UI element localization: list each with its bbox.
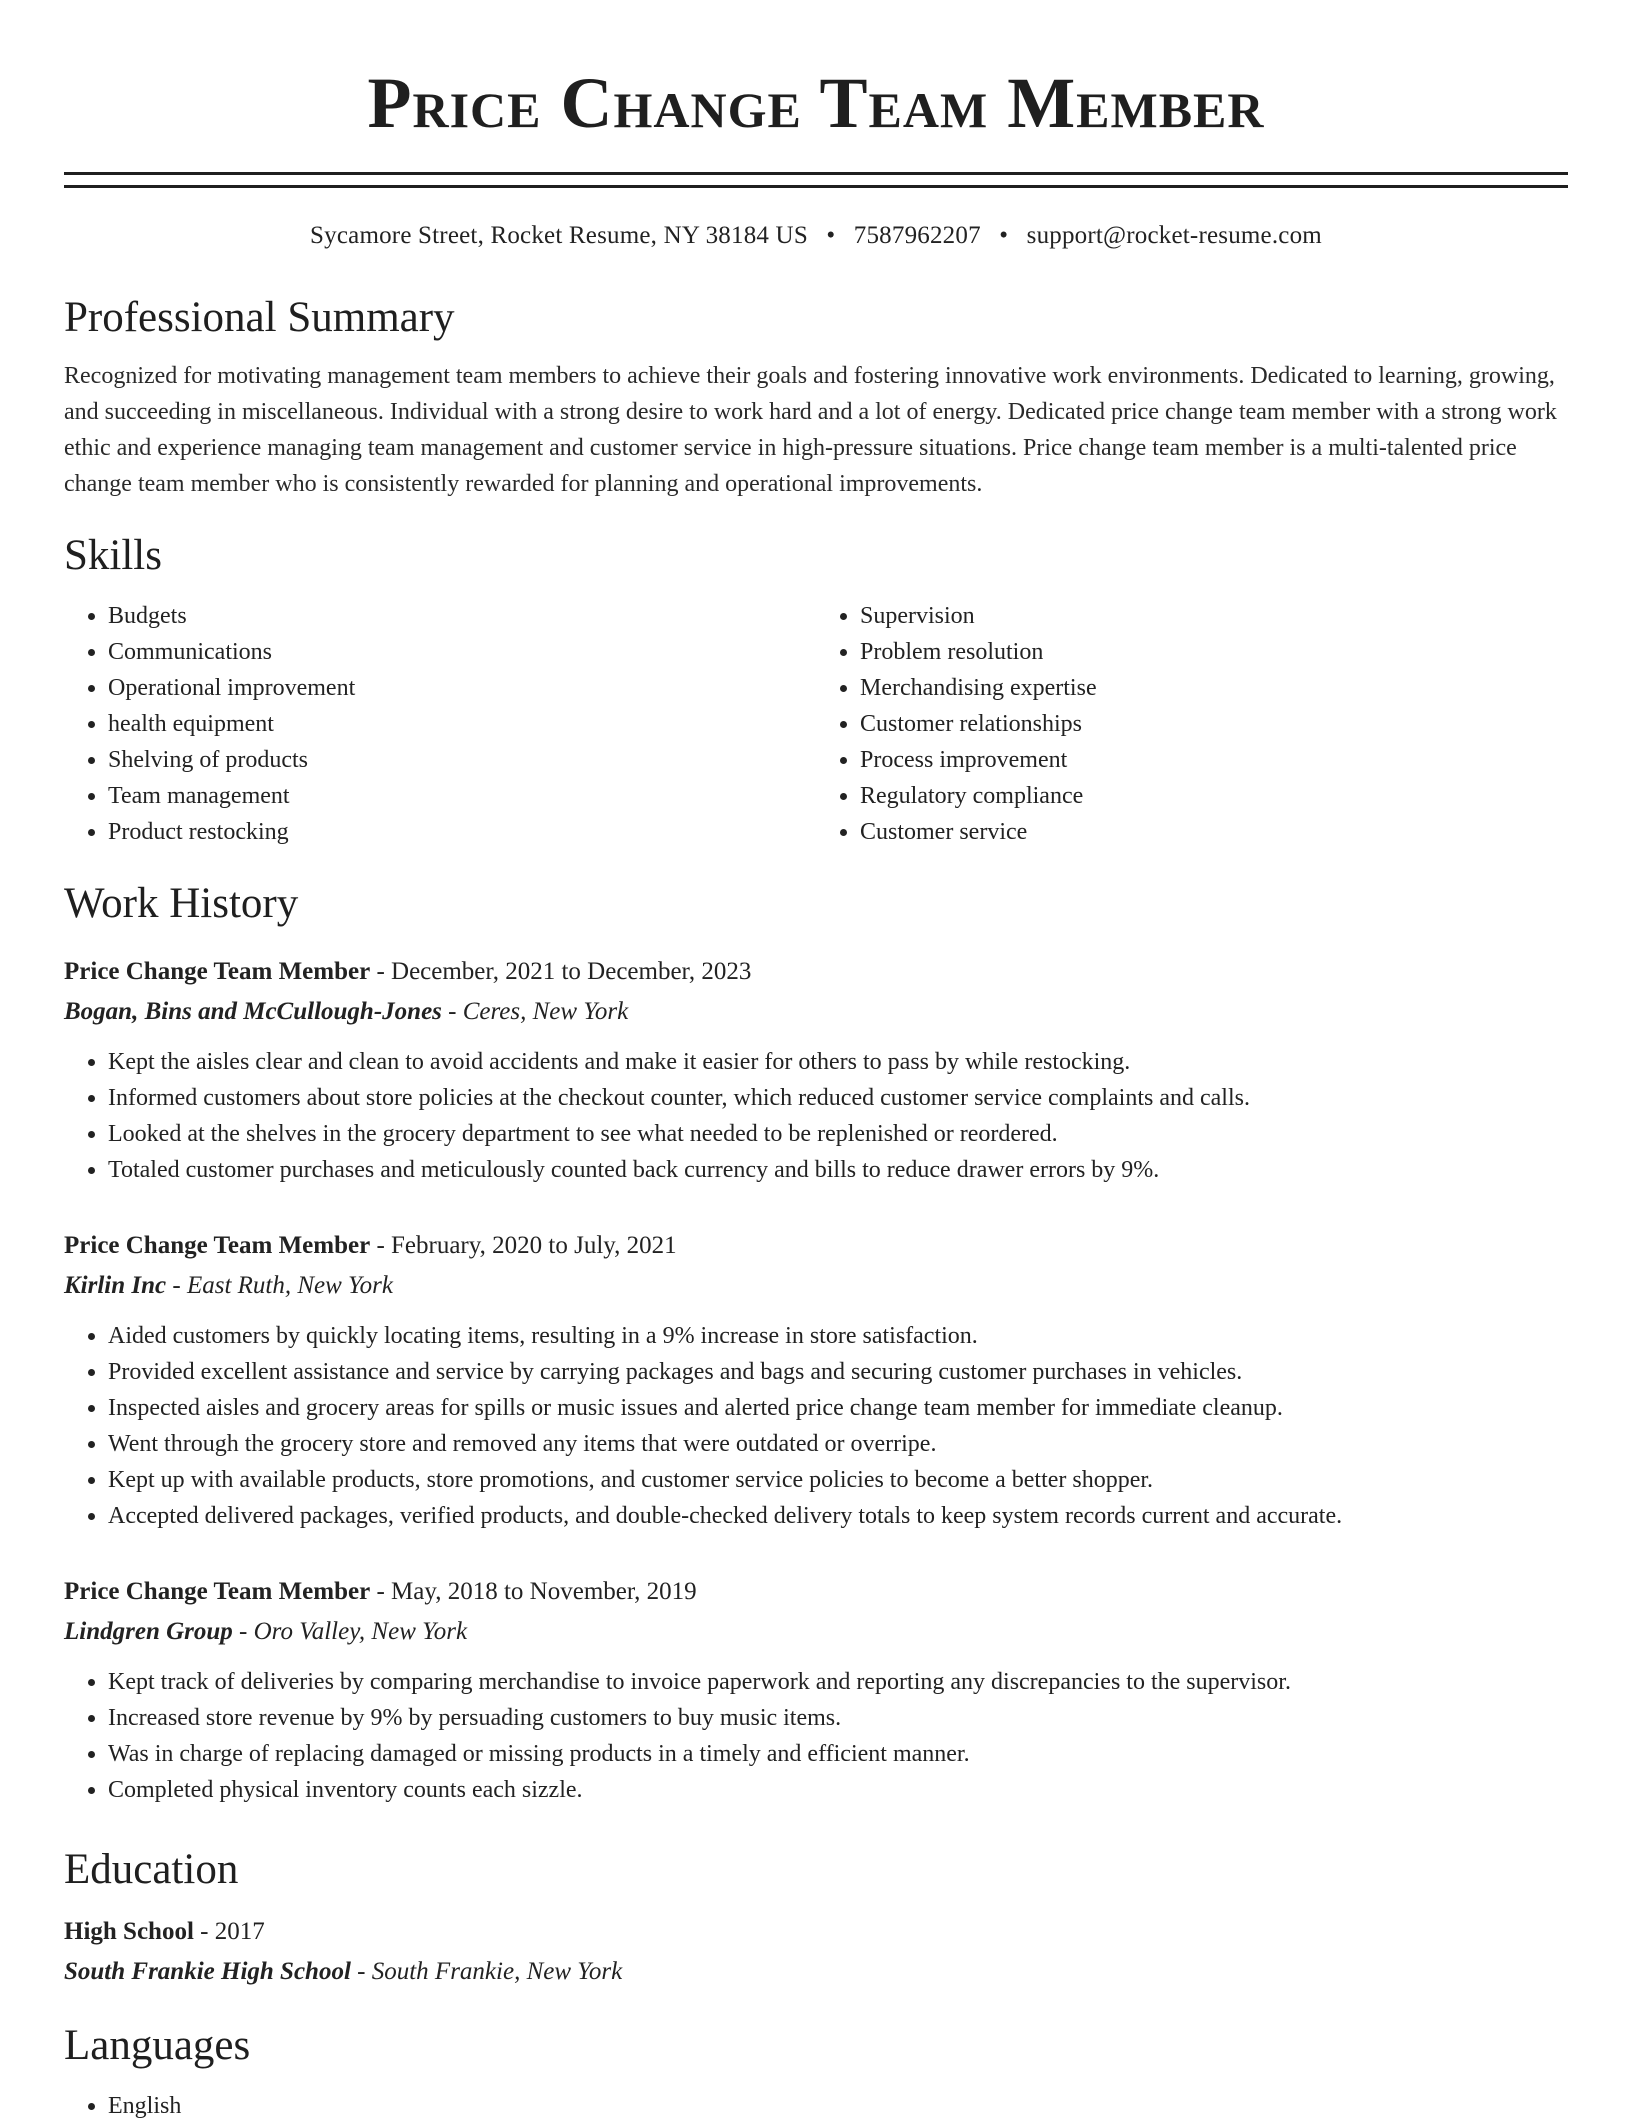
skill-item: • Shelving of products (108, 742, 816, 778)
summary-text: Recognized for motivating management team members to achieve their goals and fostering innovative work environments. Dedicated to learning, growing, and succeeding in miscellaneous. Individual with a strong desire to work hard and a lot of energy. Dedicated price change team member with a strong work ethic and experience managing team management and customer service in high-pressure situations. Price change team member is a multi-talented price change team member who is consistently rewarded for planning and operational improvements. (64, 363, 1557, 497)
skill-item: • Team management (108, 778, 816, 814)
skill-item: • Regulatory compliance (860, 778, 1568, 814)
dash: - (370, 958, 392, 985)
job-bullet: • Completed physical inventory counts each sizzle. (108, 1772, 1568, 1808)
skill-item: • Merchandising expertise (860, 670, 1568, 706)
job-company-line (64, 992, 1568, 1032)
dash: - (166, 1272, 187, 1299)
education-school: South Frankie High School (64, 1958, 351, 1985)
job-bullet: • Informed customers about store policies at the checkout counter, which reduced customer service complaints and calls. (108, 1080, 1568, 1116)
job-bullet: • Aided customers by quickly locating items, resulting in a 9% increase in store satisfaction. (108, 1318, 1568, 1354)
education-heading: Education (64, 1846, 239, 1893)
job-location: Oro Valley, New York (253, 1618, 468, 1645)
job-company: Lindgren Group (64, 1618, 233, 1645)
skill-item: • Product restocking (108, 814, 816, 850)
bullet-separator: • (826, 222, 836, 249)
job-bullet: • Inspected aisles and grocery areas for spills or music issues and alerted price change team member for immediate cleanup. (108, 1390, 1568, 1426)
dash: - (350, 1958, 372, 1985)
job-company: Kirlin Inc (64, 1272, 167, 1299)
job-dates: February, 2020 to July, 2021 (391, 1232, 677, 1259)
job-company-line (64, 1266, 1568, 1306)
dash: - (232, 1618, 254, 1645)
education-degree: High School (64, 1918, 194, 1945)
job-entry (64, 952, 1568, 1188)
contact-line (64, 220, 1568, 252)
job-bullet: • Kept up with available products, store promotions, and customer service policies to become a better shopper. (108, 1462, 1568, 1498)
skill-item: • Supervision (860, 598, 1568, 634)
job-role: Price Change Team Member (64, 1232, 371, 1259)
job-company: Bogan, Bins and McCullough-Jones (64, 998, 442, 1025)
skills-list-right (816, 598, 1568, 850)
skill-item: • Problem resolution (860, 634, 1568, 670)
skills-columns (64, 598, 1568, 850)
dash: - (370, 1578, 392, 1605)
contact-email: support@rocket-resume.com (1026, 222, 1322, 249)
job-company-line (64, 1612, 1568, 1652)
candidate-name: Price Change Team Member (367, 63, 1265, 143)
job-dates: May, 2018 to November, 2019 (391, 1578, 697, 1605)
skill-item: • Budgets (108, 598, 816, 634)
job-title-line (64, 1572, 1568, 1612)
summary-heading: Professional Summary (64, 294, 455, 341)
languages-list (64, 2088, 1568, 2124)
dash: - (370, 1232, 392, 1259)
job-location: Ceres, New York (462, 998, 629, 1025)
contact-address: Sycamore Street, Rocket Resume, NY 38184 US (310, 222, 808, 249)
job-bullets (64, 1318, 1568, 1534)
education-entry (64, 1912, 1568, 1992)
skill-item: • Operational improvement (108, 670, 816, 706)
education-year: 2017 (214, 1918, 265, 1945)
contact-phone: 7587962207 (853, 222, 981, 249)
skill-item: • health equipment (108, 706, 816, 742)
skills-heading: Skills (64, 532, 162, 579)
work-history-heading: Work History (64, 880, 299, 927)
dash: - (441, 998, 463, 1025)
languages-heading: Languages (64, 2022, 251, 2069)
education-degree-line (64, 1912, 1568, 1952)
job-bullet: • Accepted delivered packages, verified products, and double-checked delivery totals to keep system records current and accurate. (108, 1498, 1568, 1534)
skill-item: • Customer service (860, 814, 1568, 850)
job-role: Price Change Team Member (64, 1578, 371, 1605)
education-school-line (64, 1952, 1568, 1992)
job-title-line (64, 1226, 1568, 1266)
job-bullet: • Was in charge of replacing damaged or missing products in a timely and efficient manner. (108, 1736, 1568, 1772)
skill-item: • Communications (108, 634, 816, 670)
bullet-separator: • (999, 222, 1009, 249)
job-bullet: • Looked at the shelves in the grocery department to see what needed to be replenished or reordered. (108, 1116, 1568, 1152)
job-bullet: • Totaled customer purchases and meticulously counted back currency and bills to reduce drawer errors by 9%. (108, 1152, 1568, 1188)
job-bullet: • Went through the grocery store and removed any items that were outdated or overripe. (108, 1426, 1568, 1462)
job-entry (64, 1572, 1568, 1808)
dash: - (193, 1918, 215, 1945)
job-bullets (64, 1664, 1568, 1808)
job-bullet: • Kept track of deliveries by comparing merchandise to invoice paperwork and reporting any discrepancies to the supervisor. (108, 1664, 1568, 1700)
job-bullet: • Provided excellent assistance and service by carrying packages and bags and securing customer purchases in vehicles. (108, 1354, 1568, 1390)
education-location: South Frankie, New York (371, 1958, 623, 1985)
job-entry (64, 1226, 1568, 1534)
job-title-line (64, 952, 1568, 992)
job-location: East Ruth, New York (186, 1272, 393, 1299)
job-dates: December, 2021 to December, 2023 (391, 958, 752, 985)
skills-list-left (64, 598, 816, 850)
skill-item: • Process improvement (860, 742, 1568, 778)
header-divider (64, 172, 1568, 188)
job-bullet: • Kept the aisles clear and clean to avoid accidents and make it easier for others to pass by while restocking. (108, 1044, 1568, 1080)
language-item: • English (108, 2088, 1568, 2124)
job-bullets (64, 1044, 1568, 1188)
job-bullet: • Increased store revenue by 9% by persuading customers to buy music items. (108, 1700, 1568, 1736)
skill-item: • Customer relationships (860, 706, 1568, 742)
job-role: Price Change Team Member (64, 958, 371, 985)
